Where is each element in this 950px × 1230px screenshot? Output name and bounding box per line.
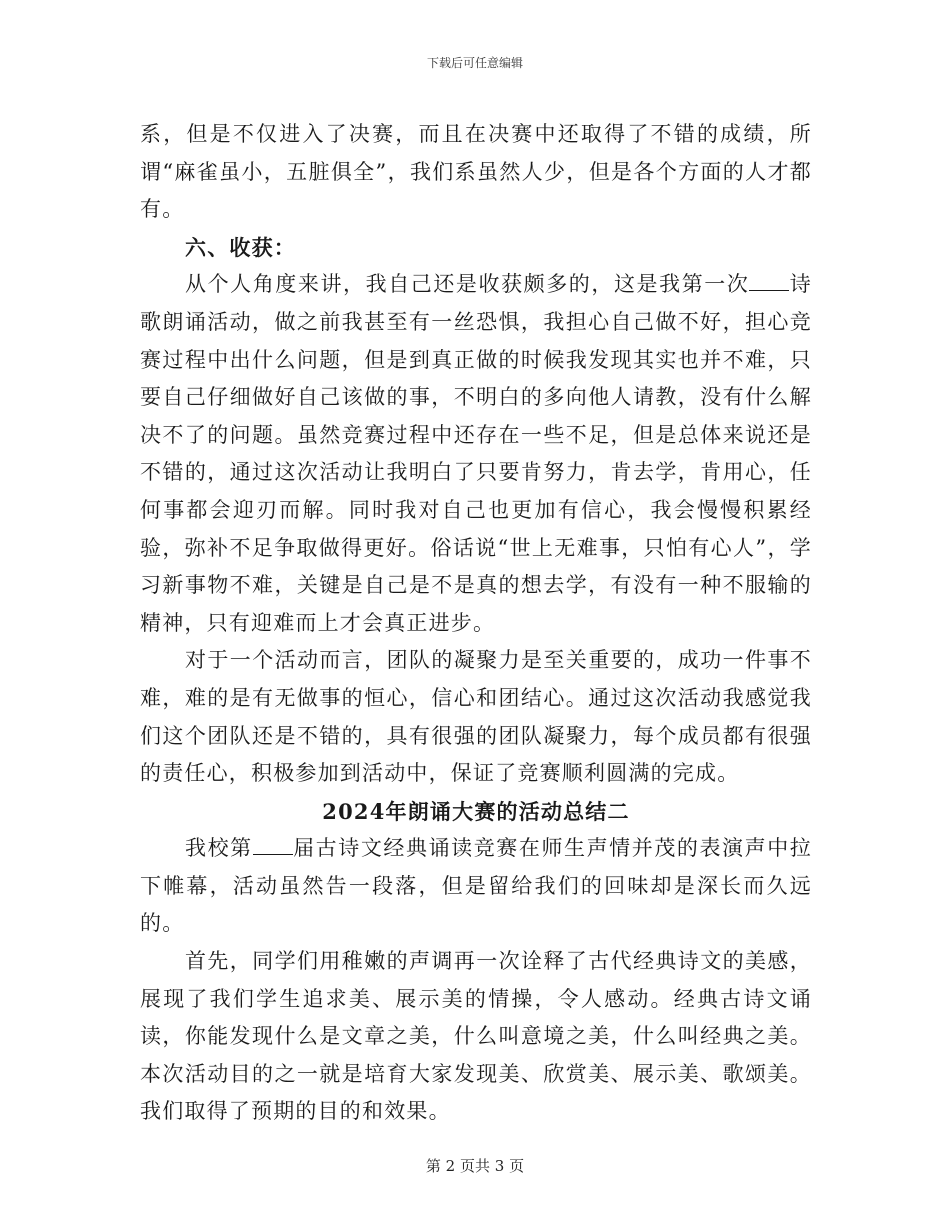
section-heading-harvest: 六、收获： [185,234,296,260]
page-number: 第 2 页共 3 页 [425,1157,525,1175]
page-header: 下载后可任意编辑 [426,56,523,70]
paragraph-first-point: 首先，同学们用稚嫩的声调再一次诠释了古代经典诗文的美感，展现了我们学生追求美、展示美的情操，令人感动。经典古诗文诵读，你能发现什么是文章之美，什么叫意境之美，什么叫经典之美。本次活动目的之一就是培育大家发现美、欣赏美、展示美、歌颂美。我们取得了预期的目的和效果。 [140,949,812,1124]
paragraph-text: 从个人角度来讲，我自己还是收获颇多的，这是我第一次 [185,272,750,297]
paragraph-harvest-personal [140,266,812,642]
paragraph-continued: 系，但是不仅进入了决赛，而且在决赛中还取得了不错的成绩，所谓“麻雀虽小，五脏俱全”，我们系虽然人少，但是各个方面的人才都有。 [140,122,812,222]
section-title: 2024年朗诵大赛的活动总结二 [322,798,630,824]
paragraph-team-cohesion: 对于一个活动而言，团队的凝聚力是至关重要的，成功一件事不难，难的是有无做事的恒心，信心和团结心。通过这次活动我感觉我们这个团队还是不错的，具有很强的团队凝聚力，每个成员都有很强的责任心，积极参加到活动中，保证了竞赛顺利圆满的完成。 [140,648,812,786]
paragraph-text: 我校第 [185,836,253,861]
paragraph-competition-intro [140,830,812,943]
paragraph-text: 届古诗文经典诵读竞赛在师生声情并茂的表演声中拉下帷幕，活动虽然告一段落，但是留给我们的回味却是深长而久远的。 [140,836,812,936]
paragraph-text: 诗歌朗诵活动，做之前我甚至有一丝恐惧，我担心自己做不好，担心竞赛过程中出什么问题，但是到真正做的时候我发现其实也并不难，只要自己仔细做好自己该做的事，不明白的多向他人请教，没有什么解决不了的问题。虽然竞赛过程中还存在一些不足，但是总体来说还是不错的，通过这次活动让我明白了只要肯努力，肯去学，肯用心，任何事都会迎刃而解。同时我对自己也更加有信心，我会慢慢积累经验，弥补不足争取做得更好。俗话说“世上无难事，只怕有心人”，学习新事物不难，关键是自己是不是真的想去学，有没有一种不服输的精神，只有迎难而上才会真正进步。 [140,272,812,635]
document-body [140,116,812,1131]
fill-in-blank [253,832,293,855]
fill-in-blank [749,268,789,291]
